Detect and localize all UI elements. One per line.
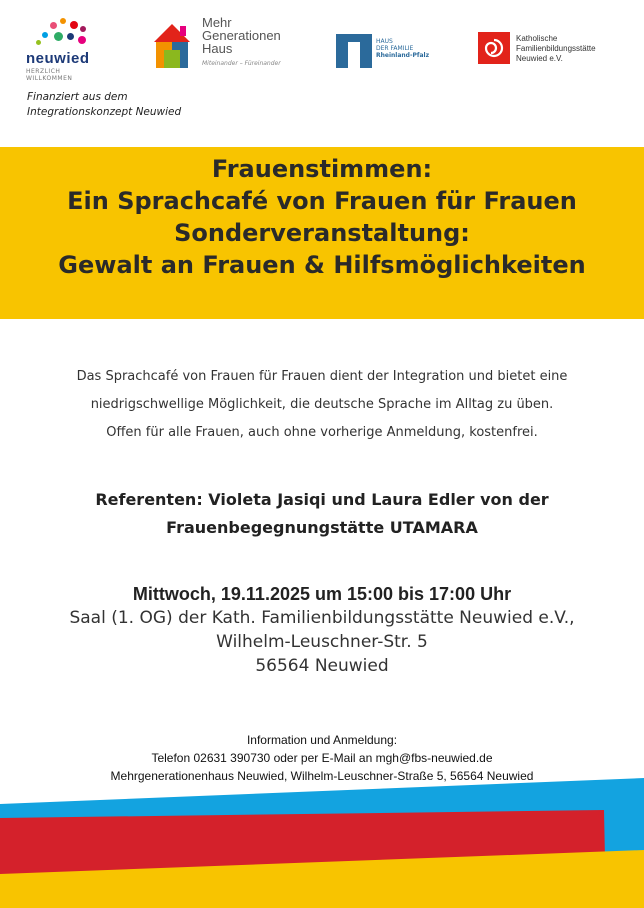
mgh-tagline: Miteinander – Füreinander: [202, 60, 281, 67]
familienbildungsstaette-logo: [478, 32, 628, 72]
event-details: [0, 582, 644, 678]
house-icon: [150, 20, 194, 70]
event-city: 56564 Neuwied: [255, 656, 389, 676]
door-icon: [336, 34, 372, 68]
neuwied-logo: [26, 18, 106, 80]
neuwied-tagline: HERZLICH WILLKOMMEN: [26, 68, 73, 82]
mehrgenerationenhaus-logo: [150, 16, 290, 76]
info-heading: Information und Anmeldung:: [246, 733, 398, 747]
event-venue: Saal (1. OG) der Kath. Familienbildungsstätte Neuwied e.V.,: [69, 608, 575, 628]
intro-text: Das Sprachcafé von Frauen für Frauen dient der Integration und bietet eine niedrigschwellige Möglichkeit, die deutsche Sprache im Alltag zu üben. Offen für alle Frauen, auch ohne vorherige Anmeldung, kostenfrei.: [76, 369, 568, 440]
info-address: Mehrgenerationenhaus Neuwied, Wilhelm-Leuschner-Straße 5, 56564 Neuwied: [110, 769, 534, 783]
funding-note: Finanziert aus dem Integrationskonzept Neuwied: [27, 91, 182, 118]
neuwied-wordmark: neuwied: [26, 50, 90, 67]
event-street: Wilhelm-Leuschner-Str. 5: [216, 632, 428, 652]
hdf-name: HAUS DER FAMILIE Rheinland-Pfalz: [376, 38, 430, 59]
mgh-name: Mehr Generationen Haus: [202, 15, 281, 56]
spiral-icon: [478, 32, 510, 64]
event-datetime: Mittwoch, 19.11.2025 um 15:00 bis 17:00 Uhr: [132, 584, 512, 604]
haus-der-familie-logo: [336, 34, 446, 74]
page-title: Frauenstimmen: Ein Sprachcafé von Frauen für Frauen Sonderveranstaltung: Gewalt an Frauen & Hilfsmöglichkeiten: [58, 155, 586, 279]
title-banner: [0, 147, 644, 319]
kfb-name: Katholische Familienbildungsstätte Neuwied e.V.: [516, 34, 596, 63]
logo-bar: [0, 10, 644, 80]
info-contact: Telefon 02631 390730 oder per E-Mail an mgh@fbs-neuwied.de: [151, 751, 493, 765]
neuwied-dots-icon: [36, 18, 96, 48]
decorative-stripes: [0, 770, 644, 908]
speakers: Referenten: Violeta Jasiqi und Laura Edler von der Frauenbegegnungstätte UTAMARA: [95, 490, 549, 537]
